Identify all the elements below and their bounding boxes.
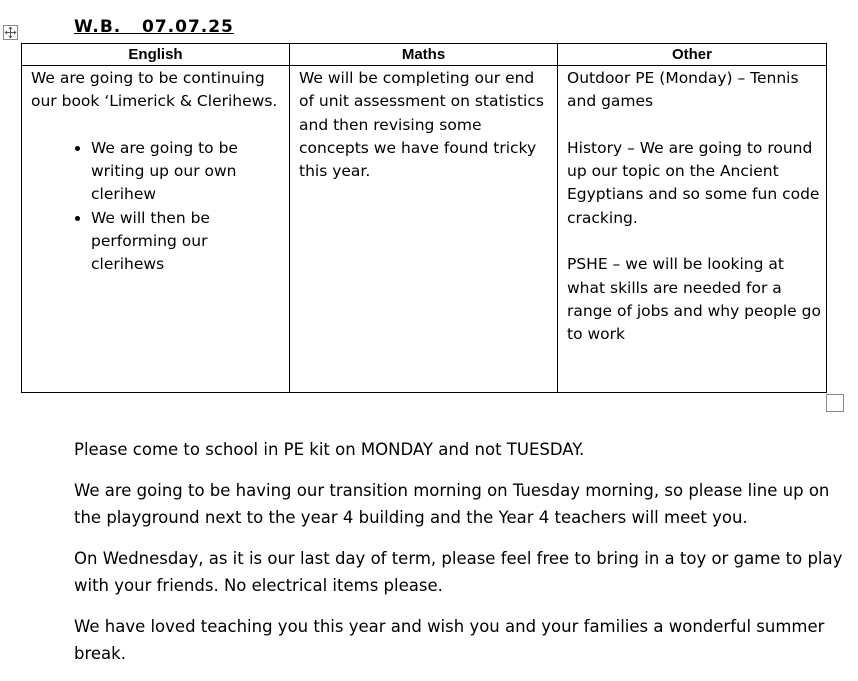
note-transition: We are going to be having our transition morning on Tuesday morning, so please line up on the playground next to the year 4 building and the Year 4 teachers will meet you. <box>74 480 830 527</box>
english-cell[interactable] <box>22 66 290 393</box>
maths-text: We will be completing our end of unit assessment on statistics and then revising some concepts we have found tricky this year. <box>299 69 544 181</box>
header-english: English <box>22 44 290 66</box>
english-intro: We are going to be continuing our book ‘Limerick & Clerihews. <box>31 69 278 111</box>
header-other: Other <box>558 44 827 66</box>
maths-cell[interactable] <box>290 66 558 393</box>
other-cell[interactable] <box>558 66 827 393</box>
table-resize-handle-icon[interactable] <box>826 394 844 412</box>
header-maths: Maths <box>290 44 558 66</box>
weekly-plan-table <box>21 43 827 393</box>
list-item: • We are going to be writing up our own clerihew <box>91 137 284 207</box>
note-pe-kit: Please come to school in PE kit on MONDAY and not TUESDAY. <box>74 440 585 459</box>
table-move-handle-icon[interactable] <box>3 25 18 40</box>
notes-section <box>74 436 844 681</box>
other-item-pshe: PSHE – we will be looking at what skills are needed for a range of jobs and why people go to work <box>567 255 821 344</box>
note-farewell: We have loved teaching you this year and wish you and your families a wonderful summer break. <box>74 616 825 663</box>
note-wednesday: On Wednesday, as it is our last day of term, please feel free to bring in a toy or game to play with your friends. No electrical items please. <box>74 548 843 595</box>
document-title: W.B. 07.07.25 <box>74 17 234 37</box>
list-item: • We will then be performing our clerihews <box>91 207 284 277</box>
other-item-history: History – We are going to round up our topic on the Ancient Egyptians and so some fun code cracking. <box>567 138 820 227</box>
table-row <box>22 66 827 393</box>
english-bullet-list <box>31 137 284 277</box>
other-item-pe: Outdoor PE (Monday) – Tennis and games <box>567 69 799 111</box>
table-header-row <box>22 44 827 66</box>
